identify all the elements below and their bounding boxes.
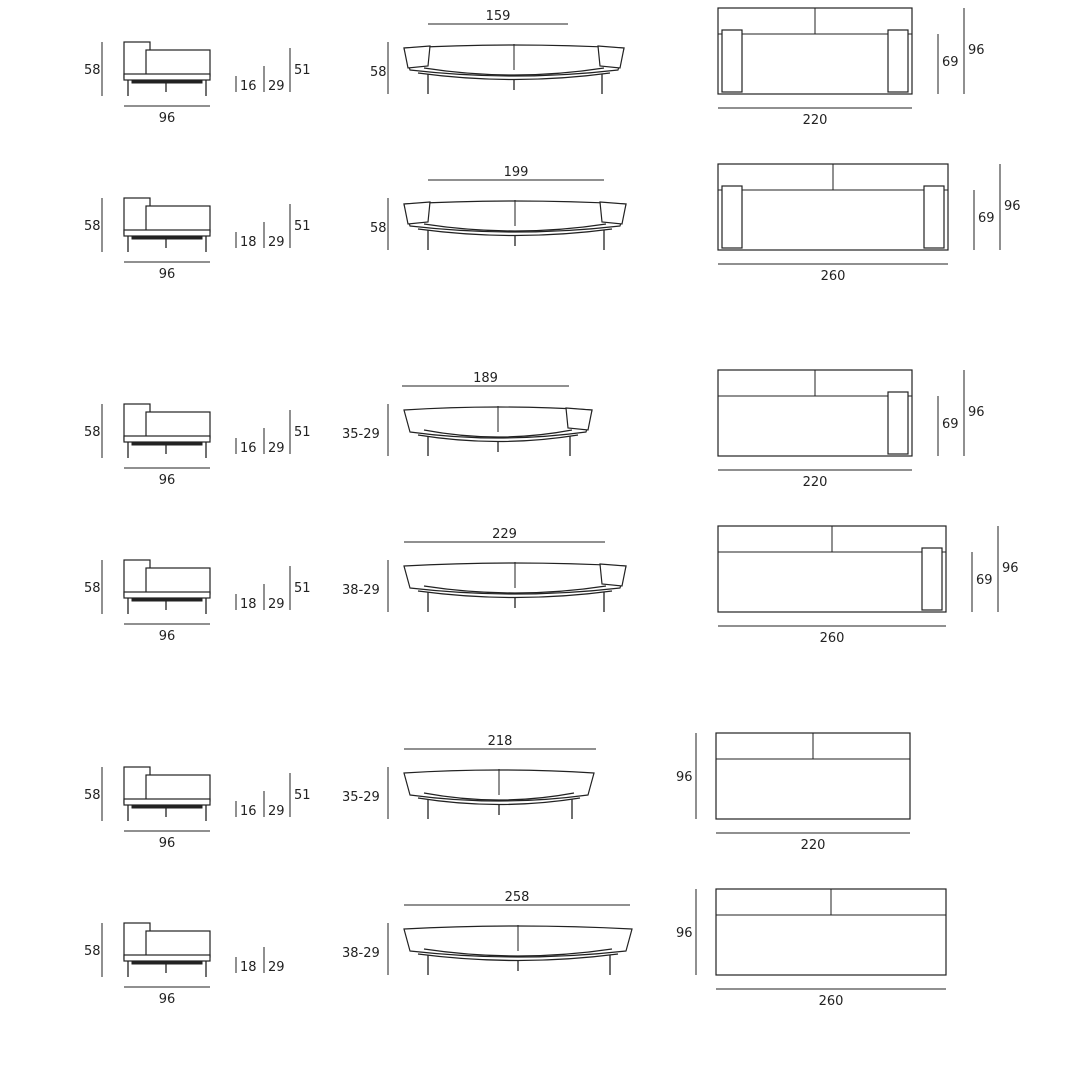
side-rail [132, 805, 202, 808]
plan-arm-left [722, 186, 742, 248]
front-arm-left [404, 46, 430, 68]
front-width-label: 199 [503, 165, 529, 180]
front-height-label: 38-29 [342, 946, 380, 961]
side-view [84, 923, 285, 1007]
side-height-label: 58 [84, 425, 101, 440]
plan-depth-label: 96 [1004, 199, 1021, 214]
side-rail [132, 80, 202, 83]
front-view [370, 9, 624, 94]
row-6 [84, 889, 946, 1009]
plan-arm-right [922, 548, 942, 610]
side-dim-label: 18 [240, 597, 257, 612]
plan-width-label: 260 [820, 269, 846, 284]
front-width-label: 258 [504, 890, 530, 905]
front-arm-left [404, 202, 430, 224]
front-height-label: 58 [370, 221, 387, 236]
side-depth-label: 96 [158, 267, 176, 282]
plan-width-label: 220 [802, 475, 828, 490]
front-width-label: 159 [485, 9, 511, 24]
side-dim-label: 29 [268, 79, 285, 94]
front-view [342, 371, 592, 456]
plan-inner-label: 69 [978, 211, 995, 226]
side-height-label: 58 [84, 944, 101, 959]
side-height-label: 58 [84, 581, 101, 596]
side-view [84, 560, 311, 644]
plan-width-label: 260 [819, 631, 845, 646]
side-frame [124, 436, 210, 442]
side-rail [132, 961, 202, 964]
side-dim-label: 16 [240, 79, 257, 94]
side-dim-label: 29 [268, 441, 285, 456]
front-width-label: 229 [492, 527, 517, 542]
front-arm-right [598, 46, 624, 68]
side-depth-label: 96 [158, 629, 176, 644]
plan-view [718, 164, 1021, 284]
front-view [342, 890, 632, 975]
side-dim-label: 18 [240, 235, 257, 250]
row-3 [84, 370, 985, 490]
front-width-label: 218 [487, 734, 513, 749]
side-view [84, 198, 311, 282]
side-dim-label: 29 [268, 597, 285, 612]
side-seat [146, 50, 210, 76]
side-view [84, 42, 311, 126]
side-frame [124, 592, 210, 598]
plan-depth-label: 96 [676, 926, 693, 941]
front-height-label: 35-29 [342, 790, 380, 805]
side-dim-label: 51 [294, 219, 311, 234]
front-width-label: 189 [473, 371, 498, 386]
plan-inner-label: 69 [976, 573, 993, 588]
side-rail [132, 442, 202, 445]
side-seat [146, 931, 210, 957]
side-seat [146, 206, 210, 232]
side-seat [146, 775, 210, 801]
side-frame [124, 799, 210, 805]
plan-arm-right [888, 392, 908, 454]
side-rail [132, 236, 202, 239]
side-dim-label: 16 [240, 441, 257, 456]
plan-view [718, 8, 985, 128]
side-dim-label: 29 [268, 235, 285, 250]
side-seat [146, 568, 210, 594]
plan-view [718, 526, 1019, 646]
plan-width-label: 260 [818, 994, 844, 1009]
front-arm-right [600, 564, 626, 586]
side-depth-label: 96 [158, 992, 176, 1007]
plan-depth-label: 96 [968, 405, 985, 420]
side-frame [124, 955, 210, 961]
plan-width-label: 220 [802, 113, 828, 128]
row-1 [84, 8, 985, 128]
plan-arm-right [888, 30, 908, 92]
plan-arm-right [924, 186, 944, 248]
plan-depth-label: 96 [676, 770, 693, 785]
row-2 [84, 164, 1021, 284]
side-rail [132, 598, 202, 601]
side-frame [124, 74, 210, 80]
plan-inner-label: 69 [942, 417, 959, 432]
side-dim-label: 18 [240, 960, 257, 975]
side-dim-label: 16 [240, 804, 257, 819]
front-view [342, 734, 596, 819]
side-dim-label: 29 [268, 960, 285, 975]
side-dim-label: 51 [294, 788, 311, 803]
side-view [84, 767, 311, 851]
side-dim-label: 51 [294, 425, 311, 440]
side-dim-label: 51 [294, 63, 311, 78]
side-height-label: 58 [84, 63, 101, 78]
plan-view [676, 733, 910, 853]
side-seat [146, 412, 210, 438]
side-frame [124, 230, 210, 236]
front-view [342, 527, 626, 612]
plan-inner-label: 69 [942, 55, 959, 70]
front-height-label: 35-29 [342, 427, 380, 442]
plan-arm-left [722, 30, 742, 92]
side-height-label: 58 [84, 788, 101, 803]
plan-depth-label: 96 [1002, 561, 1019, 576]
front-arm-right [566, 408, 592, 430]
side-height-label: 58 [84, 219, 101, 234]
plan-view [718, 370, 985, 490]
front-arm-right [600, 202, 626, 224]
row-5 [84, 733, 910, 853]
plan-depth-label: 96 [968, 43, 985, 58]
front-height-label: 38-29 [342, 583, 380, 598]
side-dim-label: 29 [268, 804, 285, 819]
row-4 [84, 526, 1019, 646]
side-view [84, 404, 311, 488]
front-view [370, 165, 626, 250]
side-depth-label: 96 [158, 111, 176, 126]
plan-width-label: 220 [800, 838, 826, 853]
plan-view [676, 889, 946, 1009]
side-depth-label: 96 [158, 836, 176, 851]
front-height-label: 58 [370, 65, 387, 80]
side-dim-label: 51 [294, 581, 311, 596]
side-depth-label: 96 [158, 473, 176, 488]
